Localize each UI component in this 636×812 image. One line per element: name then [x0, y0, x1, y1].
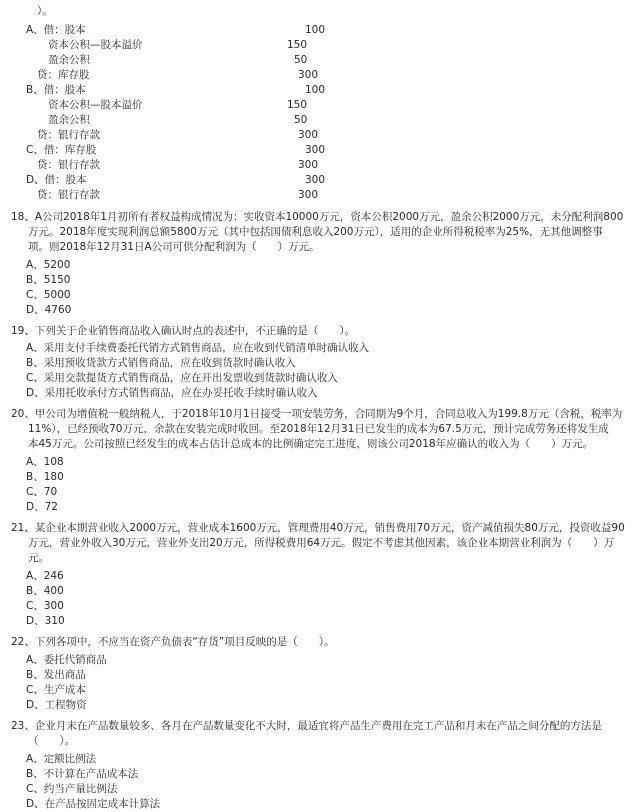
question-text-line: 项。则2018年12月31日A公司可供分配利润为（ ）万元。	[28, 241, 320, 253]
question-text-line: 19、下列关于企业销售商品收入确认时点的表述中，不正确的是（ ）。	[11, 325, 356, 337]
answer-option[interactable]: C、300	[26, 600, 64, 612]
question-text-line: 元。	[28, 552, 49, 564]
answer-option[interactable]: B、5150	[26, 274, 71, 286]
q17-entry-label: 资本公积—股本溢价	[48, 39, 143, 51]
q17-entry-amount: 150	[287, 99, 308, 111]
q17-entry-label: 贷：银行存款	[37, 189, 100, 201]
question-text-line: 万元，营业外收入30万元，营业外支出20万元，所得税费用64万元。假定不考虑其他因素，该企业本期营业利润为（ ）万	[28, 537, 615, 549]
q17-entry-label: 盈余公积	[48, 54, 90, 66]
question-text-line: 22、下列各项中，不应当在资产负债表“存货”项目反映的是（ ）。	[11, 636, 335, 648]
q17-entry-amount: 300	[298, 69, 319, 81]
q17-entry-amount: 300	[298, 189, 319, 201]
answer-option[interactable]: C、5000	[26, 289, 71, 301]
q17-entry-label: 贷：银行存款	[37, 159, 100, 171]
answer-option[interactable]: A、108	[26, 456, 64, 468]
answer-option[interactable]: B、180	[26, 471, 64, 483]
answer-option[interactable]: D、72	[26, 501, 58, 513]
q17-entry-label: D、借：股本	[26, 174, 87, 186]
question-text-line: 21、某企业本期营业收入2000万元，营业成本1600万元，管理费用40万元，销售费用70万元，资产减值损失80万元，投资收益90	[11, 522, 625, 534]
q17-entry-label: B、借：股本	[26, 84, 86, 96]
question-text-line: 本45万元。公司按照已经发生的成本占估计总成本的比例确定完工进度，则该公司2018年应确认的收入为（ ）万元。	[28, 438, 594, 450]
answer-option[interactable]: D、在产品按固定成本计算法	[26, 798, 161, 810]
answer-option[interactable]: A、246	[26, 570, 64, 582]
question-text-line: 18、A公司2018年1月初所有者权益构成情况为：实收资本10000万元，资本公积2000万元，盈余公积2000万元，未分配利润800	[11, 211, 624, 223]
answer-option[interactable]: B、不计算在产品成本法	[26, 768, 139, 780]
question-text-line: （ ）。	[28, 735, 76, 747]
question-17-continuation: ）。	[37, 5, 53, 17]
q17-entry-amount: 300	[305, 144, 326, 156]
q17-entry-amount: 300	[298, 159, 319, 171]
q17-entry-amount: 50	[294, 54, 308, 66]
answer-option[interactable]: C、约当产量比例法	[26, 783, 118, 795]
answer-option[interactable]: A、委托代销商品	[26, 654, 107, 666]
q17-entry-label: 盈余公积	[48, 114, 90, 126]
question-text-line: 11%），已经预收70万元，余款在安装完成时收回。至2018年12月31日已发生的成本为67.5万元，预计完成劳务还将发生成	[28, 423, 609, 435]
q17-entry-label: A、借：股本	[26, 24, 86, 36]
answer-option[interactable]: A、定额比例法	[26, 753, 97, 765]
answer-option[interactable]: D、4760	[26, 304, 72, 316]
q17-entry-amount: 100	[305, 24, 326, 36]
answer-option[interactable]: D、310	[26, 615, 65, 627]
q17-entry-amount: 100	[305, 84, 326, 96]
answer-option[interactable]: B、采用预收货款方式销售商品，应在收到货款时确认收入	[26, 357, 296, 369]
q17-entry-label: 贷：库存股	[37, 69, 90, 81]
answer-option[interactable]: C、70	[26, 486, 58, 498]
q17-entry-amount: 50	[294, 114, 308, 126]
question-text-line: 万元。2018年度实现利润总额5800万元（其中包括国债利息收入200万元），适用的企业所得税税率为25%，无其他调整事	[28, 226, 603, 238]
answer-option[interactable]: B、发出商品	[26, 669, 86, 681]
q17-entry-label: C、借：库存股	[26, 144, 97, 156]
answer-option[interactable]: B、400	[26, 585, 64, 597]
question-text-line: 20、甲公司为增值税一般纳税人，于2018年10月1日接受一项安装劳务，合同期为9个月，合同总收入为199.8万元（含税，税率为	[11, 408, 623, 420]
q17-entry-label: 贷：银行存款	[37, 129, 100, 141]
q17-entry-label: 资本公积—股本溢价	[48, 99, 143, 111]
answer-option[interactable]: A、5200	[26, 259, 71, 271]
q17-entry-amount: 300	[298, 129, 319, 141]
q17-entry-amount: 150	[287, 39, 308, 51]
question-text-line: 23、企业月末在产品数量较多、各月在产品数量变化不大时，最适宜将产品生产费用在完工产品和月末在产品之间分配的方法是	[11, 720, 602, 732]
answer-option[interactable]: D、工程物资	[26, 699, 87, 711]
answer-option[interactable]: C、生产成本	[26, 684, 86, 696]
answer-option[interactable]: C、采用交款提货方式销售商品，应在开出发票收到货款时确认收入	[26, 372, 338, 384]
answer-option[interactable]: A、采用支付手续费委托代销方式销售商品，应在收到代销清单时确认收入	[26, 342, 370, 354]
q17-entry-amount: 300	[305, 174, 326, 186]
answer-option[interactable]: D、采用托收承付方式销售商品，应在办妥托收手续时确认收入	[26, 387, 318, 399]
